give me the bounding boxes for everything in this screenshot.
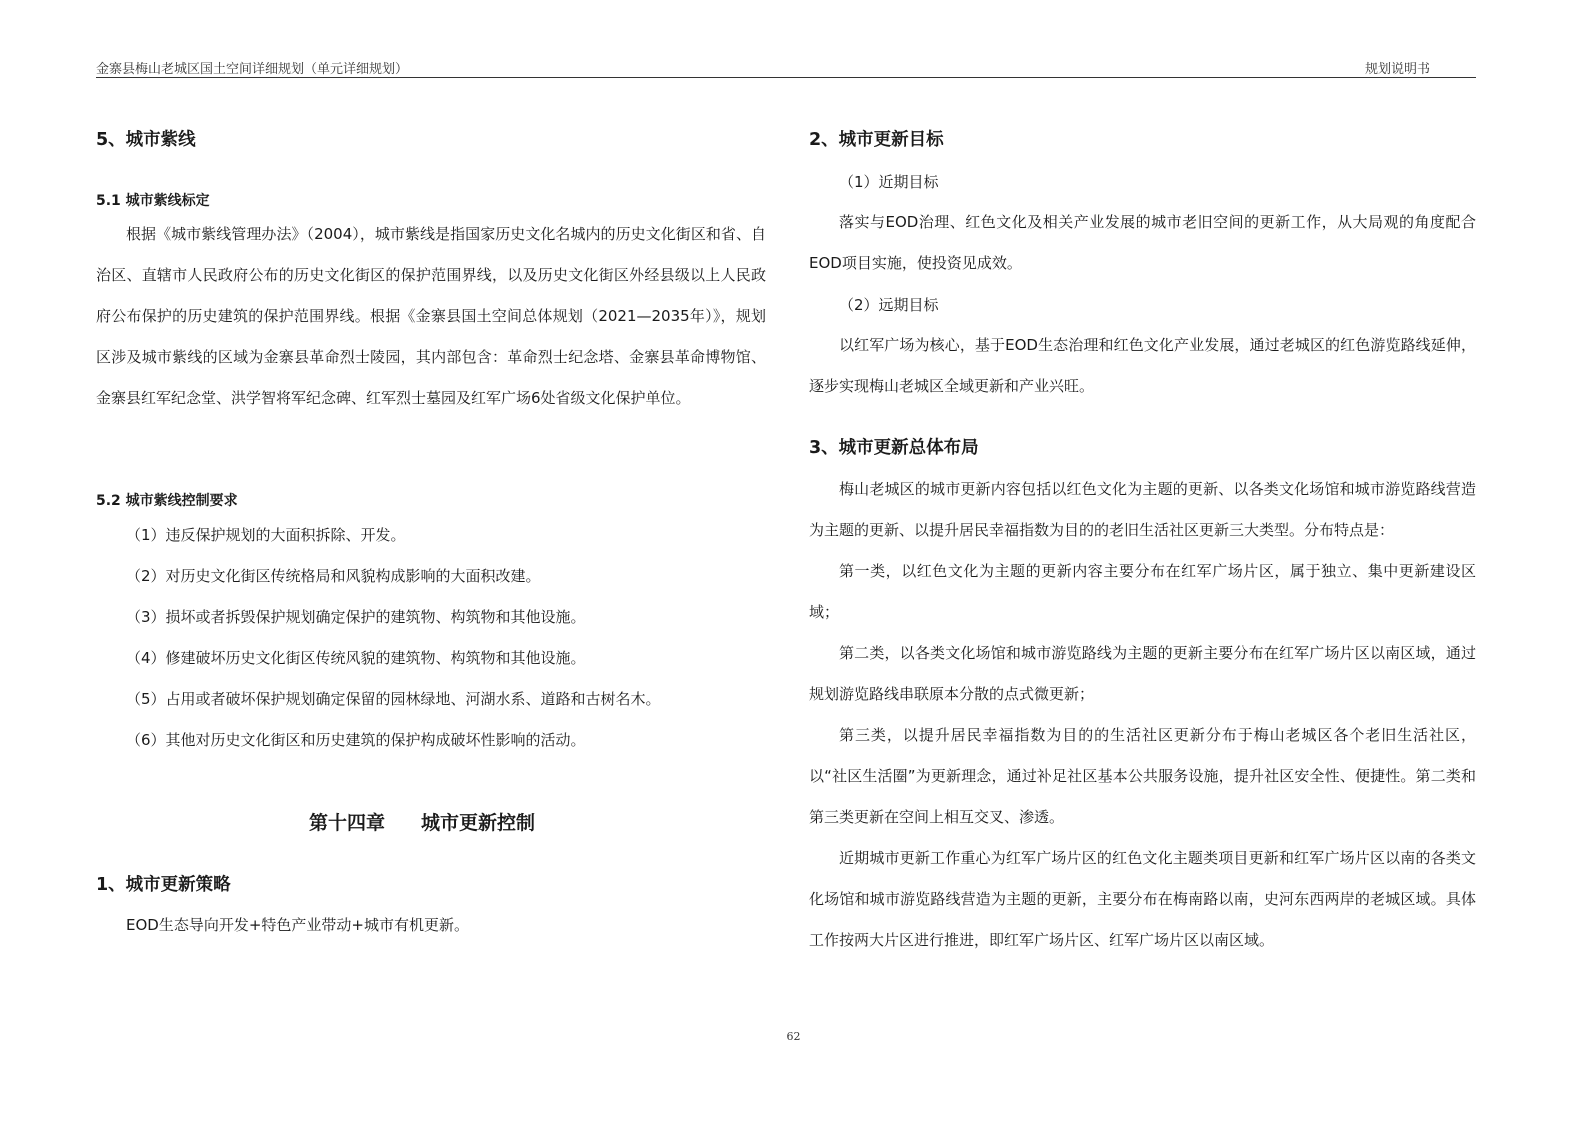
near-term-label: （1）近期目标 bbox=[839, 173, 939, 191]
section-5-2-heading: 5.2 城市紫线控制要求 bbox=[96, 493, 238, 509]
control-item-1: （1）违反保护规划的大面积拆除、开发。 bbox=[126, 526, 406, 544]
layout-paragraph-1: 梅山老城区的城市更新内容包括以红色文化为主题的更新、以各类文化场馆和城市游览路线营造为主题的更新、以提升居民幸福指数为目的的老旧生活社区更新三大类型。分布特点是： bbox=[809, 480, 1476, 539]
chapter-heading bbox=[309, 810, 535, 836]
page-header bbox=[96, 56, 1476, 78]
control-item-4: （4）修建破坏历史文化街区传统风貌的建筑物、构筑物和其他设施。 bbox=[126, 649, 586, 667]
section-2-heading: 2、城市更新目标 bbox=[809, 130, 944, 150]
layout-paragraph-5: 近期城市更新工作重心为红军广场片区的红色文化主题类项目更新和红军广场片区以南的各类文化场馆和城市游览路线营造为主题的更新，主要分布在梅南路以南，史河东西两岸的老城区域。具体工作按两大片区进行推进，即红军广场片区、红军广场片区以南区域。 bbox=[809, 849, 1476, 949]
layout-paragraph-2: 第一类，以红色文化为主题的更新内容主要分布在红军广场片区，属于独立、集中更新建设区域； bbox=[809, 562, 1476, 621]
section-1-heading: 1、城市更新策略 bbox=[96, 875, 231, 895]
section-5-1-heading: 5.1 城市紫线标定 bbox=[96, 193, 210, 209]
document-title: 金寨县梅山老城区国土空间详细规划（单元详细规划） bbox=[96, 62, 409, 77]
section-5-heading: 5、城市紫线 bbox=[96, 130, 196, 150]
layout-paragraph-3: 第二类，以各类文化场馆和城市游览路线为主题的更新主要分布在红军广场片区以南区域，通过规划游览路线串联原本分散的点式微更新； bbox=[809, 644, 1476, 703]
control-item-2: （2）对历史文化街区传统格局和风貌构成影响的大面积改建。 bbox=[126, 567, 541, 585]
document-type: 规划说明书 bbox=[1364, 62, 1430, 77]
layout-paragraph-4: 第三类，以提升居民幸福指数为目的的生活社区更新分布于梅山老城区各个老旧生活社区，以“社区生活圈”为更新理念，通过补足社区基本公共服务设施，提升社区安全性、便捷性。第二类和第三类更新在空间上相互交叉、渗透。 bbox=[809, 726, 1476, 826]
section-5-1-paragraph: 根据《城市紫线管理办法》（2004），城市紫线是指国家历史文化名城内的历史文化街区和省、自治区、直辖市人民政府公布的历史文化街区的保护范围界线，以及历史文化街区外经县级以上人民政府公布保护的历史建筑的保护范围界线。根据《金寨县国土空间总体规划（2021—2035年）》，规划区涉及城市紫线的区域为金寨县革命烈士陵园，其内部包含：革命烈士纪念塔、金寨县革命博物馆、金寨县红军纪念堂、洪学智将军纪念碑、红军烈士墓园及红军广场6处省级文化保护单位。 bbox=[96, 225, 766, 407]
control-item-6: （6）其他对历史文化街区和历史建筑的保护构成破坏性影响的活动。 bbox=[126, 731, 586, 749]
long-term-label: （2）远期目标 bbox=[839, 296, 939, 314]
long-term-paragraph: 以红军广场为核心，基于EOD生态治理和红色文化产业发展，通过老城区的红色游览路线延伸，逐步实现梅山老城区全域更新和产业兴旺。 bbox=[809, 336, 1476, 395]
page-number: 62 bbox=[786, 1030, 801, 1043]
chapter-title: 城市更新控制 bbox=[421, 812, 536, 834]
control-item-3: （3）损坏或者拆毁保护规划确定保护的建筑物、构筑物和其他设施。 bbox=[126, 608, 586, 626]
control-item-5: （5）占用或者破坏保护规划确定保留的园林绿地、河湖水系、道路和古树名木。 bbox=[126, 690, 661, 708]
chapter-number: 第十四章 bbox=[309, 812, 386, 834]
section-1-paragraph: EOD生态导向开发+特色产业带动+城市有机更新。 bbox=[126, 916, 469, 934]
near-term-paragraph: 落实与EOD治理、红色文化及相关产业发展的城市老旧空间的更新工作，从大局观的角度配合EOD项目实施，使投资见成效。 bbox=[809, 213, 1476, 272]
section-3-heading: 3、城市更新总体布局 bbox=[809, 438, 979, 458]
